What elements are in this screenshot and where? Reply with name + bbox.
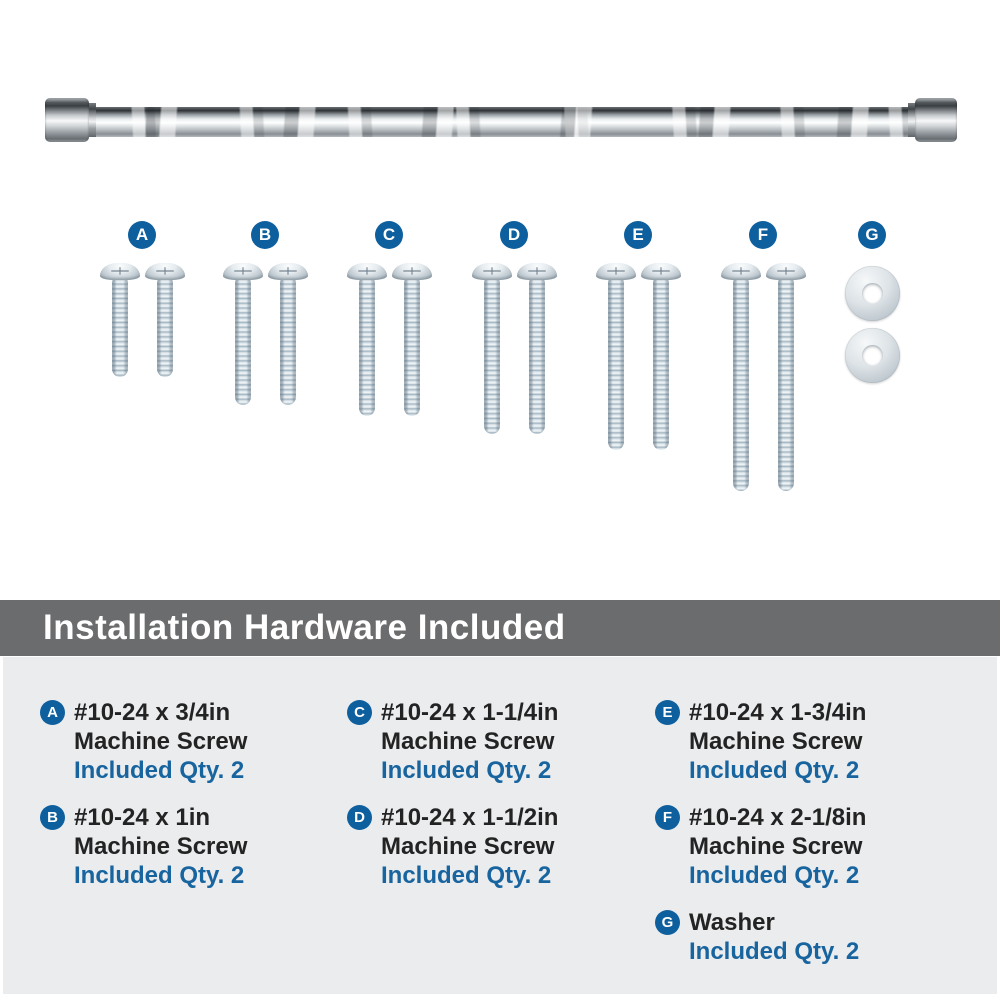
diagram-badge-letter: G [865,225,879,244]
screw-head [223,263,263,280]
hardware-name-label: Machine Screw [381,833,555,860]
diagram-badge-g [858,221,886,249]
screw-head [472,263,512,280]
screw-shank [235,279,251,405]
banner [0,600,1000,656]
included-qty-label: Included Qty. 2 [74,757,245,784]
legend-item-text [381,698,558,785]
screw-shank [112,279,128,377]
legend-item-text [74,698,247,785]
screw-set [596,263,681,450]
hardware-size-label: #10-24 x 3/4in [74,699,231,726]
legend-badge-c: C [347,700,372,725]
legend-badge-b: B [40,805,65,830]
screw-head [721,263,761,280]
legend-item-text [74,803,247,890]
diagram-badge-letter: A [135,225,149,244]
legend-item-d [347,803,647,890]
legend-item-f [655,803,955,890]
legend-badge-f: F [655,805,680,830]
hardware-group-c [344,221,434,416]
hardware-group-g [827,221,917,383]
legend-panel [3,657,997,994]
hardware-group-f [718,221,808,491]
hardware-size-label: #10-24 x 1-3/4in [689,699,867,726]
machine-screw-icon [641,263,681,450]
screw-shank [733,279,749,491]
screw-head [766,263,806,280]
diagram-badge-c [375,221,403,249]
hardware-group-a [97,221,187,377]
screw-set [223,263,308,405]
diagram-badge-letter: E [632,225,644,244]
hardware-name-label: Machine Screw [74,833,248,860]
bar-rod [88,107,916,137]
screw-set [100,263,185,377]
diagram-badge-e [624,221,652,249]
machine-screw-icon [596,263,636,450]
machine-screw-icon [392,263,432,416]
legend-item-c [347,698,647,785]
legend-item-b [40,803,340,890]
bar-end-cap-left [45,98,89,142]
legend-item-text [689,698,866,785]
screw-head [100,263,140,280]
legend-badge-a: A [40,700,65,725]
screw-set [721,263,806,491]
screw-shank [157,279,173,377]
hardware-group-e [593,221,683,450]
bar-cap-ring-left [88,103,96,137]
machine-screw-icon [268,263,308,405]
included-qty-label: Included Qty. 2 [689,938,860,965]
screw-set [347,263,432,416]
screw-head [517,263,557,280]
screw-head [596,263,636,280]
screw-shank [608,279,624,450]
screw-head [641,263,681,280]
legend-item-e [655,698,955,785]
screw-shank [280,279,296,405]
screw-set [472,263,557,434]
washer-set [845,266,900,383]
machine-screw-icon [100,263,140,377]
machine-screw-icon [145,263,185,377]
machine-screw-icon [766,263,806,491]
included-qty-label: Included Qty. 2 [689,862,860,889]
diagram-badge-d [500,221,528,249]
included-qty-label: Included Qty. 2 [689,757,860,784]
diagram-badge-f [749,221,777,249]
screw-shank [778,279,794,491]
hardware-size-label: #10-24 x 2-1/8in [689,804,867,831]
hardware-size-label: #10-24 x 1-1/4in [381,699,559,726]
bar-end-cap-right [915,98,957,142]
diagram-badge-letter: B [258,225,272,244]
screw-shank [653,279,669,450]
machine-screw-icon [347,263,387,416]
screw-head [347,263,387,280]
legend-item-text [689,908,859,966]
diagram-badge-letter: F [757,225,769,244]
diagram-badge-letter: C [382,225,396,244]
hardware-name-label: Machine Screw [381,728,555,755]
legend-item-text [689,803,866,890]
legend-item-g [655,908,955,966]
screw-shank [484,279,500,434]
screw-head [392,263,432,280]
machine-screw-icon [721,263,761,491]
included-qty-label: Included Qty. 2 [381,757,552,784]
washer-icon [845,266,900,321]
machine-screw-icon [517,263,557,434]
hardware-name-label: Machine Screw [74,728,248,755]
legend-item-text [381,803,558,890]
machine-screw-icon [472,263,512,434]
screw-head [145,263,185,280]
included-qty-label: Included Qty. 2 [381,862,552,889]
hardware-size-label: #10-24 x 1in [74,804,211,831]
screw-shank [359,279,375,416]
screw-shank [529,279,545,434]
legend-item-a [40,698,340,785]
banner-title: Installation Hardware Included [43,608,566,647]
hardware-name-label: Machine Screw [689,728,863,755]
legend-badge-g: G [655,910,680,935]
hardware-size-label: #10-24 x 1-1/2in [381,804,559,831]
washer-icon [845,328,900,383]
legend-badge-e: E [655,700,680,725]
screw-shank [404,279,420,416]
hardware-name-label: Machine Screw [689,833,863,860]
hardware-group-b [220,221,310,405]
screw-head [268,263,308,280]
diagram-badge-a [128,221,156,249]
diagram-badge-b [251,221,279,249]
included-qty-label: Included Qty. 2 [74,862,245,889]
legend-badge-d: D [347,805,372,830]
hardware-size-label: Washer [689,909,775,936]
machine-screw-icon [223,263,263,405]
diagram-badge-letter: D [507,225,521,244]
hardware-group-d [469,221,559,434]
